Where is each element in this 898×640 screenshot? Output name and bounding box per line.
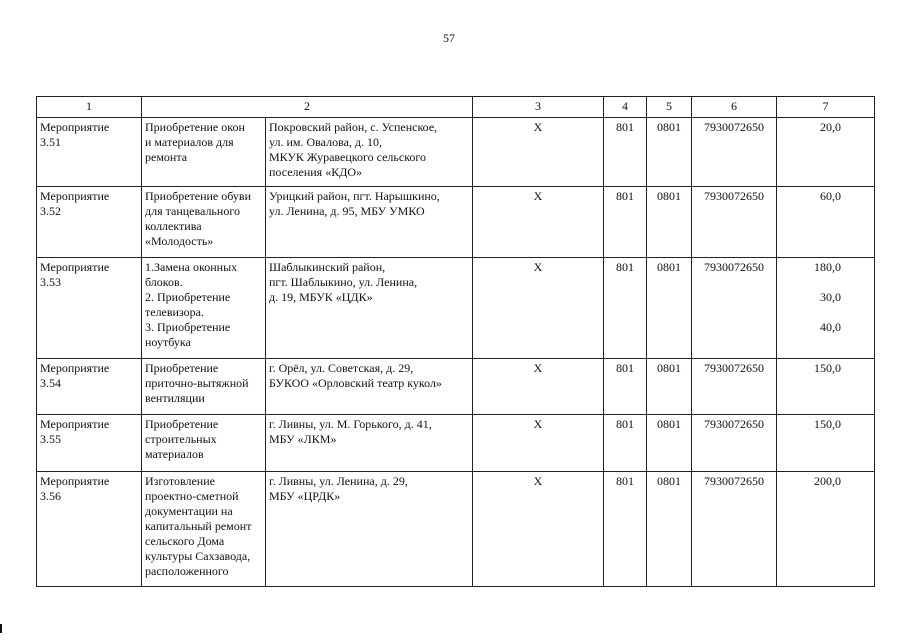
location-cell: Покровский район, с. Успенское, ул. им. Овалова, д. 10, МКУК Журавецкого сельского поселения «КДО» <box>266 118 473 187</box>
event-cell: Мероприятие 3.56 <box>37 472 142 587</box>
amount-cell <box>777 415 875 472</box>
table-row <box>37 359 875 415</box>
table-row <box>37 187 875 258</box>
event-cell: Мероприятие 3.55 <box>37 415 142 472</box>
amount-value: 150,0 <box>814 417 841 431</box>
col5-cell: 0801 <box>647 118 692 187</box>
location-cell: Урицкий район, пгт. Нарышкино, ул. Ленина, д. 95, МБУ УМКО <box>266 187 473 258</box>
col3-cell: Х <box>473 415 604 472</box>
col6-cell: 7930072650 <box>692 359 777 415</box>
amount-value: 20,0 <box>820 120 841 134</box>
col6-cell: 7930072650 <box>692 472 777 587</box>
col4-cell: 801 <box>604 118 647 187</box>
col3-cell: Х <box>473 118 604 187</box>
amount-cell <box>777 118 875 187</box>
col4-cell: 801 <box>604 359 647 415</box>
purpose-cell: Изготовление проектно-сметной документации на капитальный ремонт сельского Дома культуры Сахзавода, расположенного <box>142 472 266 587</box>
event-cell: Мероприятие 3.54 <box>37 359 142 415</box>
col5-cell: 0801 <box>647 258 692 359</box>
table-row <box>37 472 875 587</box>
table-row <box>37 415 875 472</box>
col6-cell: 7930072650 <box>692 415 777 472</box>
col4-cell: 801 <box>604 415 647 472</box>
col5-cell: 0801 <box>647 187 692 258</box>
header-col-6: 6 <box>692 97 777 118</box>
amount-value: 40,0 <box>820 320 841 334</box>
amount-value: 200,0 <box>814 474 841 488</box>
purpose-cell: Приобретение обуви для танцевального коллектива «Молодость» <box>142 187 266 258</box>
event-cell: Мероприятие 3.51 <box>37 118 142 187</box>
location-cell: г. Ливны, ул. Ленина, д. 29, МБУ «ЦРДК» <box>266 472 473 587</box>
col5-cell: 0801 <box>647 472 692 587</box>
header-col-4: 4 <box>604 97 647 118</box>
col3-cell: Х <box>473 472 604 587</box>
purpose-cell: Приобретение окон и материалов для ремонта <box>142 118 266 187</box>
location-cell: Шаблыкинский район, пгт. Шаблыкино, ул. Ленина, д. 19, МБУК «ЦДК» <box>266 258 473 359</box>
table-row <box>37 118 875 187</box>
amount-cell <box>777 472 875 587</box>
page-number: 57 <box>443 31 455 45</box>
col6-cell: 7930072650 <box>692 258 777 359</box>
scan-edge-mark <box>0 624 2 633</box>
event-cell: Мероприятие 3.53 <box>37 258 142 359</box>
purpose-cell: Приобретение приточно-вытяжной вентиляции <box>142 359 266 415</box>
col4-cell: 801 <box>604 472 647 587</box>
header-col-7: 7 <box>777 97 875 118</box>
amount-cell <box>777 258 875 359</box>
col4-cell: 801 <box>604 258 647 359</box>
amount-value: 60,0 <box>820 189 841 203</box>
amount-value: 30,0 <box>820 290 841 304</box>
col5-cell: 0801 <box>647 415 692 472</box>
col6-cell: 7930072650 <box>692 187 777 258</box>
header-col-3: 3 <box>473 97 604 118</box>
col5-cell: 0801 <box>647 359 692 415</box>
col3-cell: Х <box>473 258 604 359</box>
location-cell: г. Ливны, ул. М. Горького, д. 41, МБУ «ЛКМ» <box>266 415 473 472</box>
col3-cell: Х <box>473 359 604 415</box>
table-row <box>37 258 875 359</box>
amount-cell <box>777 359 875 415</box>
purpose-cell: 1.Замена оконных блоков. 2. Приобретение телевизора. 3. Приобретение ноутбука <box>142 258 266 359</box>
col3-cell: Х <box>473 187 604 258</box>
amount-cell <box>777 187 875 258</box>
col4-cell: 801 <box>604 187 647 258</box>
header-col-2: 2 <box>142 97 473 118</box>
event-cell: Мероприятие 3.52 <box>37 187 142 258</box>
purpose-cell: Приобретение строительных материалов <box>142 415 266 472</box>
header-col-1: 1 <box>37 97 142 118</box>
header-row <box>37 97 875 118</box>
appropriations-table <box>36 96 875 587</box>
col6-cell: 7930072650 <box>692 118 777 187</box>
amount-value: 150,0 <box>814 361 841 375</box>
location-cell: г. Орёл, ул. Советская, д. 29, БУКОО «Орловский театр кукол» <box>266 359 473 415</box>
amount-value: 180,0 <box>814 260 841 274</box>
header-col-5: 5 <box>647 97 692 118</box>
